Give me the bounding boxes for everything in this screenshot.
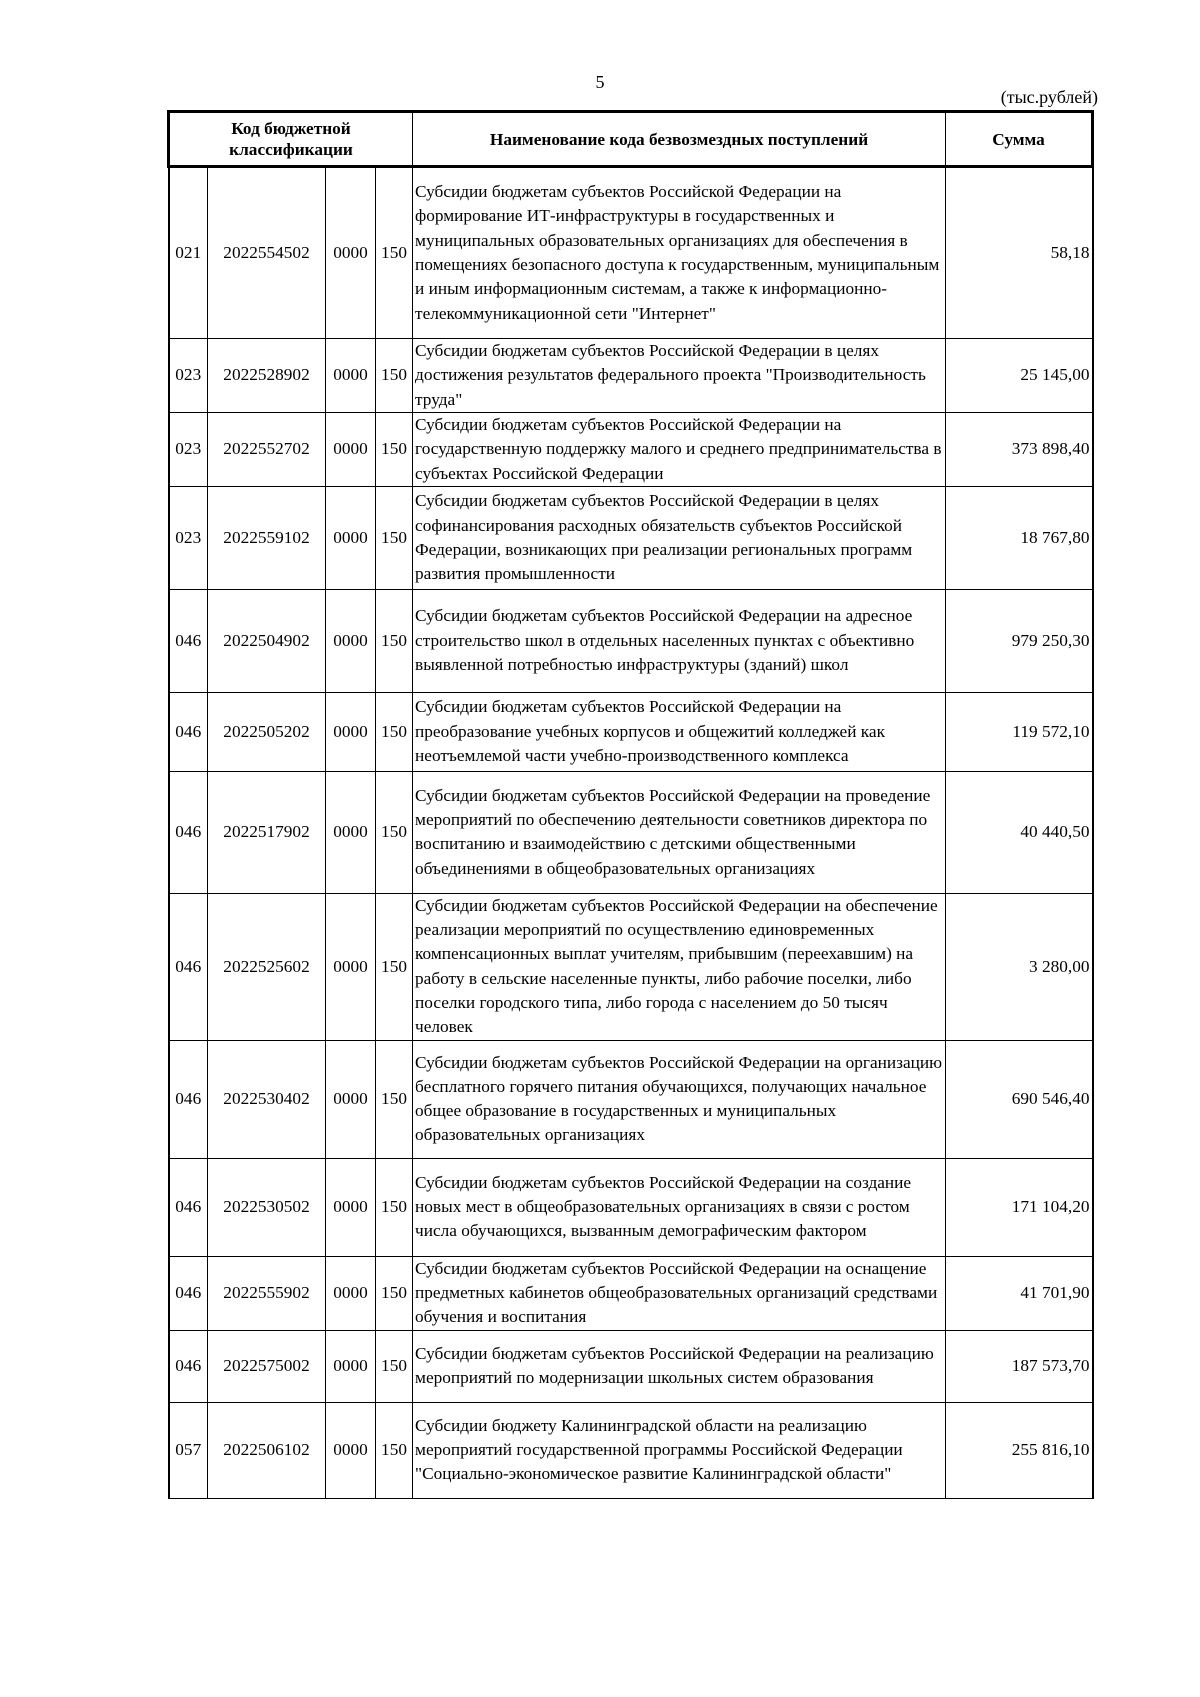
- cell-program-code: 0000: [326, 1040, 376, 1158]
- cell-admin-code: 057: [169, 1402, 208, 1498]
- cell-sum: 41 701,90: [946, 1256, 1093, 1330]
- cell-sum: 373 898,40: [946, 413, 1093, 487]
- cell-name: Субсидии бюджету Калининградской области на реализацию мероприятий государственной программы Российской Федерации "Социально-экономическое развитие Калининградской области": [413, 1402, 946, 1498]
- cell-budget-code: 2022506102: [208, 1402, 326, 1498]
- table-row: [169, 1256, 1093, 1330]
- table-row: [169, 1330, 1093, 1402]
- cell-program-code: 0000: [326, 692, 376, 771]
- units-label: (тыс.рублей): [1000, 87, 1098, 107]
- table-row: [169, 413, 1093, 487]
- cell-program-code: 0000: [326, 1256, 376, 1330]
- cell-sum: 979 250,30: [946, 589, 1093, 692]
- table-row: [169, 1402, 1093, 1498]
- table-row: [169, 771, 1093, 893]
- cell-kosgu-code: 150: [376, 589, 413, 692]
- table-body: [169, 167, 1093, 1499]
- cell-kosgu-code: 150: [376, 167, 413, 339]
- cell-budget-code: 2022554502: [208, 167, 326, 339]
- cell-program-code: 0000: [326, 339, 376, 413]
- cell-admin-code: 021: [169, 167, 208, 339]
- table-row: [169, 692, 1093, 771]
- cell-program-code: 0000: [326, 1402, 376, 1498]
- cell-sum: 25 145,00: [946, 339, 1093, 413]
- cell-sum: 119 572,10: [946, 692, 1093, 771]
- cell-sum: 18 767,80: [946, 486, 1093, 589]
- cell-budget-code: 2022505202: [208, 692, 326, 771]
- cell-kosgu-code: 150: [376, 692, 413, 771]
- cell-name: Субсидии бюджетам субъектов Российской Федерации на обеспечение реализации мероприятий по осуществлению единовременных компенсационных выплат учителям, прибывшим (переехавшим) на работу в сельские населенные пункты, либо рабочие поселки, либо поселки городского типа, либо города с населением до 50 тысяч человек: [413, 893, 946, 1040]
- cell-name: Субсидии бюджетам субъектов Российской Федерации на организацию бесплатного горячего питания обучающихся, получающих начальное общее образование в государственных и муниципальных образовательных организациях: [413, 1040, 946, 1158]
- cell-program-code: 0000: [326, 1158, 376, 1256]
- cell-admin-code: 046: [169, 1040, 208, 1158]
- cell-admin-code: 046: [169, 893, 208, 1040]
- cell-kosgu-code: 150: [376, 1158, 413, 1256]
- cell-admin-code: 023: [169, 339, 208, 413]
- cell-admin-code: 023: [169, 413, 208, 487]
- cell-name: Субсидии бюджетам субъектов Российской Федерации на преобразование учебных корпусов и общежитий колледжей как неотъемлемой части учебно-производственного комплекса: [413, 692, 946, 771]
- cell-budget-code: 2022575002: [208, 1330, 326, 1402]
- cell-kosgu-code: 150: [376, 486, 413, 589]
- table-row: [169, 893, 1093, 1040]
- cell-budget-code: 2022552702: [208, 413, 326, 487]
- cell-admin-code: 046: [169, 771, 208, 893]
- cell-kosgu-code: 150: [376, 893, 413, 1040]
- cell-program-code: 0000: [326, 893, 376, 1040]
- cell-sum: 187 573,70: [946, 1330, 1093, 1402]
- cell-kosgu-code: 150: [376, 1330, 413, 1402]
- cell-admin-code: 046: [169, 692, 208, 771]
- cell-budget-code: 2022559102: [208, 486, 326, 589]
- cell-budget-code: 2022525602: [208, 893, 326, 1040]
- cell-admin-code: 046: [169, 1330, 208, 1402]
- header-sum: Сумма: [946, 112, 1093, 167]
- cell-name: Субсидии бюджетам субъектов Российской Федерации в целях достижения результатов федерального проекта "Производительность труда": [413, 339, 946, 413]
- table-row: [169, 486, 1093, 589]
- cell-name: Субсидии бюджетам субъектов Российской Федерации на государственную поддержку малого и среднего предпринимательства в субъектах Российской Федерации: [413, 413, 946, 487]
- page-number: 5: [595, 72, 605, 92]
- cell-program-code: 0000: [326, 1330, 376, 1402]
- header-name: Наименование кода безвозмездных поступлений: [413, 112, 946, 167]
- cell-sum: 690 546,40: [946, 1040, 1093, 1158]
- budget-table: [167, 110, 1094, 1499]
- cell-budget-code: 2022504902: [208, 589, 326, 692]
- cell-name: Субсидии бюджетам субъектов Российской Федерации на формирование ИТ-инфраструктуры в государственных и муниципальных образовательных организациях для обеспечения в помещениях безопасного доступа к государственным, муниципальным и иным информационным системам, а также к информационно-телекоммуникационной сети "Интернет": [413, 167, 946, 339]
- table-row: [169, 167, 1093, 339]
- cell-kosgu-code: 150: [376, 339, 413, 413]
- cell-name: Субсидии бюджетам субъектов Российской Федерации на оснащение предметных кабинетов общеобразовательных организаций средствами обучения и воспитания: [413, 1256, 946, 1330]
- cell-admin-code: 023: [169, 486, 208, 589]
- cell-name: Субсидии бюджетам субъектов Российской Федерации в целях софинансирования расходных обязательств субъектов Российской Федерации, возникающих при реализации региональных программ развития промышленности: [413, 486, 946, 589]
- table-row: [169, 339, 1093, 413]
- cell-kosgu-code: 150: [376, 1256, 413, 1330]
- cell-budget-code: 2022530502: [208, 1158, 326, 1256]
- cell-program-code: 0000: [326, 486, 376, 589]
- cell-program-code: 0000: [326, 167, 376, 339]
- cell-admin-code: 046: [169, 589, 208, 692]
- cell-name: Субсидии бюджетам субъектов Российской Федерации на адресное строительство школ в отдельных населенных пунктах с объективно выявленной потребностью инфраструктуры (зданий) школ: [413, 589, 946, 692]
- cell-sum: 255 816,10: [946, 1402, 1093, 1498]
- table-row: [169, 1040, 1093, 1158]
- cell-kosgu-code: 150: [376, 1040, 413, 1158]
- cell-admin-code: 046: [169, 1256, 208, 1330]
- cell-sum: 40 440,50: [946, 771, 1093, 893]
- table-row: [169, 589, 1093, 692]
- cell-sum: 58,18: [946, 167, 1093, 339]
- cell-program-code: 0000: [326, 413, 376, 487]
- cell-kosgu-code: 150: [376, 413, 413, 487]
- cell-budget-code: 2022528902: [208, 339, 326, 413]
- cell-budget-code: 2022517902: [208, 771, 326, 893]
- cell-admin-code: 046: [169, 1158, 208, 1256]
- cell-name: Субсидии бюджетам субъектов Российской Федерации на реализацию мероприятий по модернизации школьных систем образования: [413, 1330, 946, 1402]
- cell-sum: 171 104,20: [946, 1158, 1093, 1256]
- cell-program-code: 0000: [326, 771, 376, 893]
- cell-kosgu-code: 150: [376, 1402, 413, 1498]
- cell-budget-code: 2022555902: [208, 1256, 326, 1330]
- cell-name: Субсидии бюджетам субъектов Российской Федерации на создание новых мест в общеобразовательных организациях в связи с ростом числа обучающихся, вызванным демографическим фактором: [413, 1158, 946, 1256]
- table-header-row: [169, 112, 1093, 167]
- cell-kosgu-code: 150: [376, 771, 413, 893]
- table-row: [169, 1158, 1093, 1256]
- cell-budget-code: 2022530402: [208, 1040, 326, 1158]
- cell-program-code: 0000: [326, 589, 376, 692]
- cell-sum: 3 280,00: [946, 893, 1093, 1040]
- cell-name: Субсидии бюджетам субъектов Российской Федерации на проведение мероприятий по обеспечению деятельности советников директора по воспитанию и взаимодействию с детскими общественными объединениями в общеобразовательных организациях: [413, 771, 946, 893]
- header-code: Код бюджетной классификации: [169, 112, 413, 167]
